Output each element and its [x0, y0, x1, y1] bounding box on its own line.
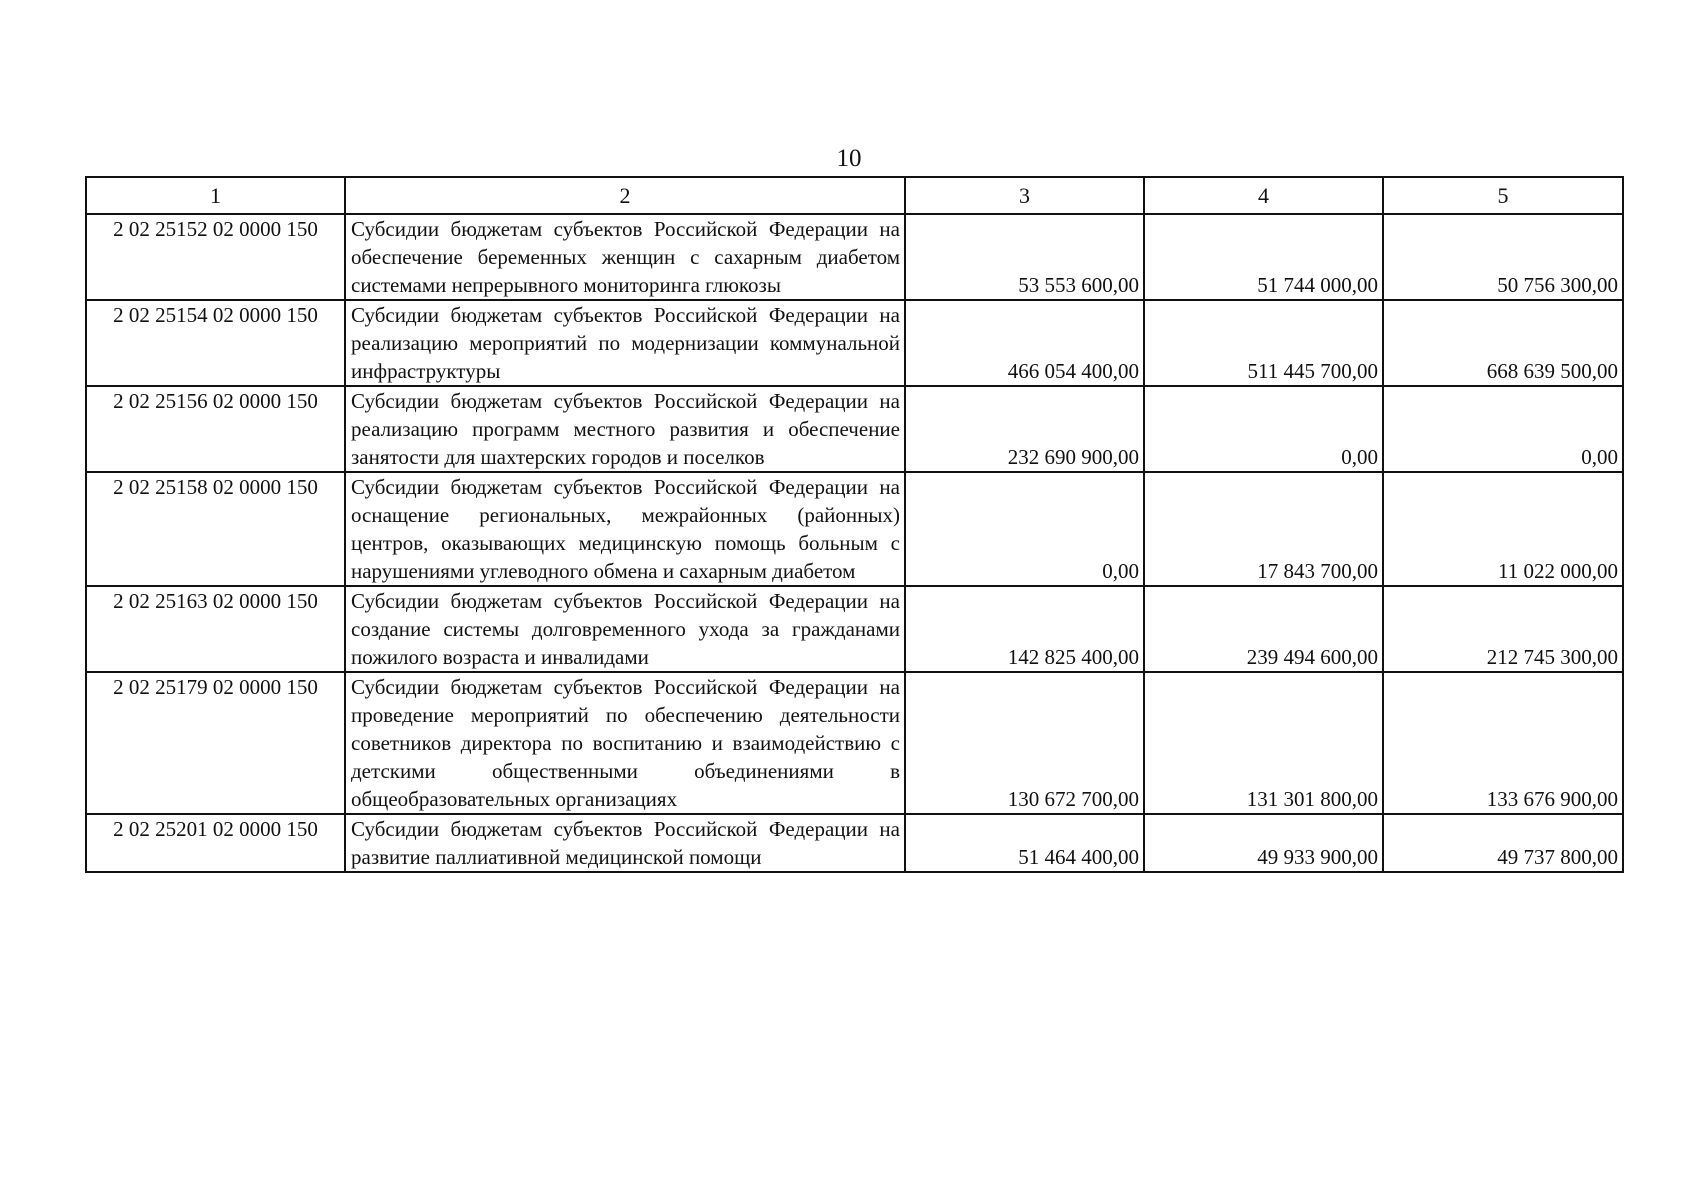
row-description: Субсидии бюджетам субъектов Российской Федерации на развитие паллиативной медицинской помощи — [345, 814, 905, 872]
budget-code: 2 02 25156 02 0000 150 — [86, 386, 345, 472]
amount-col-3: 51 464 400,00 — [905, 814, 1144, 872]
budget-code: 2 02 25158 02 0000 150 — [86, 472, 345, 586]
row-description: Субсидии бюджетам субъектов Российской Федерации на реализацию мероприятий по модернизации коммунальной инфраструктуры — [345, 300, 905, 386]
row-description: Субсидии бюджетам субъектов Российской Федерации на обеспечение беременных женщин с сахарным диабетом системами непрерывного мониторинга глюкозы — [345, 214, 905, 300]
amount-col-5: 49 737 800,00 — [1383, 814, 1623, 872]
row-description: Субсидии бюджетам субъектов Российской Федерации на оснащение региональных, межрайонных (районных) центров, оказывающих медицинскую помощь больным с нарушениями углеводного обмена и сахарным диабетом — [345, 472, 905, 586]
amount-col-3: 232 690 900,00 — [905, 386, 1144, 472]
budget-code: 2 02 25179 02 0000 150 — [86, 672, 345, 814]
table-row — [86, 214, 1623, 300]
header-col-1: 1 — [86, 177, 345, 214]
amount-col-3: 0,00 — [905, 472, 1144, 586]
amount-col-5: 11 022 000,00 — [1383, 472, 1623, 586]
budget-code: 2 02 25163 02 0000 150 — [86, 586, 345, 672]
amount-col-4: 511 445 700,00 — [1144, 300, 1383, 386]
header-col-4: 4 — [1144, 177, 1383, 214]
row-description: Субсидии бюджетам субъектов Российской Федерации на проведение мероприятий по обеспечению деятельности советников директора по воспитанию и взаимодействию с детскими общественными объединениями в общеобразовательных организациях — [345, 672, 905, 814]
amount-col-5: 0,00 — [1383, 386, 1623, 472]
budget-code: 2 02 25154 02 0000 150 — [86, 300, 345, 386]
amount-col-4: 51 744 000,00 — [1144, 214, 1383, 300]
amount-col-4: 49 933 900,00 — [1144, 814, 1383, 872]
table-body — [86, 214, 1623, 872]
amount-col-5: 212 745 300,00 — [1383, 586, 1623, 672]
table-row — [86, 586, 1623, 672]
row-description: Субсидии бюджетам субъектов Российской Федерации на реализацию программ местного развития и обеспечение занятости для шахтерских городов и поселков — [345, 386, 905, 472]
amount-col-4: 0,00 — [1144, 386, 1383, 472]
page-number: 10 — [836, 145, 862, 172]
table-header — [86, 177, 1623, 214]
amount-col-3: 142 825 400,00 — [905, 586, 1144, 672]
amount-col-4: 131 301 800,00 — [1144, 672, 1383, 814]
table-row — [86, 814, 1623, 872]
budget-table — [85, 176, 1624, 873]
table-row — [86, 386, 1623, 472]
header-col-5: 5 — [1383, 177, 1623, 214]
table-row — [86, 672, 1623, 814]
table-row — [86, 300, 1623, 386]
amount-col-5: 668 639 500,00 — [1383, 300, 1623, 386]
amount-col-3: 466 054 400,00 — [905, 300, 1144, 386]
header-col-3: 3 — [905, 177, 1144, 214]
row-description: Субсидии бюджетам субъектов Российской Федерации на создание системы долговременного ухода за гражданами пожилого возраста и инвалидами — [345, 586, 905, 672]
amount-col-3: 53 553 600,00 — [905, 214, 1144, 300]
amount-col-4: 17 843 700,00 — [1144, 472, 1383, 586]
budget-code: 2 02 25201 02 0000 150 — [86, 814, 345, 872]
amount-col-5: 50 756 300,00 — [1383, 214, 1623, 300]
amount-col-4: 239 494 600,00 — [1144, 586, 1383, 672]
amount-col-5: 133 676 900,00 — [1383, 672, 1623, 814]
header-col-2: 2 — [345, 177, 905, 214]
table-row — [86, 472, 1623, 586]
budget-code: 2 02 25152 02 0000 150 — [86, 214, 345, 300]
amount-col-3: 130 672 700,00 — [905, 672, 1144, 814]
header-row — [86, 177, 1623, 214]
